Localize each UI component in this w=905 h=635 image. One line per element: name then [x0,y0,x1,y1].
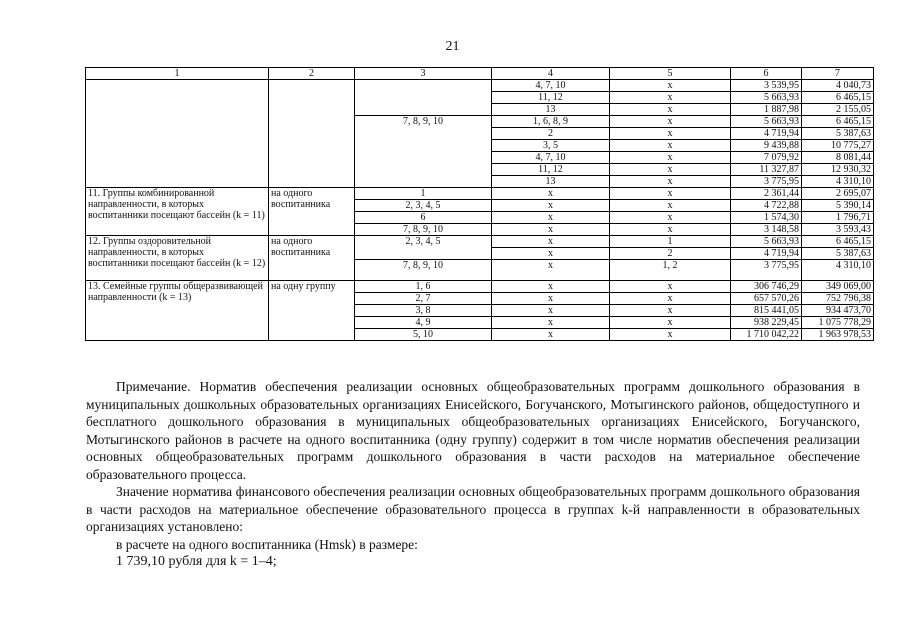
table-cell: 6 465,15 [802,236,874,248]
header-cell: 6 [731,68,802,80]
table-cell: 1 796,71 [802,212,874,224]
table-cell: x [610,293,731,305]
table-cell: 2 695,07 [802,188,874,200]
header-cell: 5 [610,68,731,80]
table-cell: 938 229,45 [731,317,802,329]
table-cell: 815 441,05 [731,305,802,317]
table-cell: 8 081,44 [802,152,874,164]
table-row [86,236,874,248]
page-number: 21 [445,39,460,54]
table-cell: 7 079,92 [731,152,802,164]
per-child-line: в расчете на одного воспитанника (Hmsk) в размере: [116,536,418,552]
table-cell: x [492,200,610,212]
header-cell: 2 [269,68,355,80]
age-code-cell: 2, 3, 4, 5 [355,236,492,260]
age-code-cell: 2, 3, 4, 5 [355,200,492,212]
group-name-cell: 12. Группы оздоровительной направленности, в которых воспитанники посещают бассейн (k = 12) [86,236,269,281]
table-cell: x [610,329,731,341]
table-cell: 657 570,26 [731,293,802,305]
table-cell: 1 710 042,22 [731,329,802,341]
table-cell: 934 473,70 [802,305,874,317]
group-name-cell: 11. Группы комбинированной направленности, в которых воспитанники посещают бассейн (k = 11) [86,188,269,236]
table-cell: 1 574,30 [731,212,802,224]
table-cell: 5 663,93 [731,92,802,104]
table-cell: 2 155,05 [802,104,874,116]
table-cell: 3 148,58 [731,224,802,236]
table-cell: 4 310,10 [802,260,874,281]
table-cell: 1, 6, 8, 9 [492,116,610,128]
table-cell: 13 [492,104,610,116]
table-cell: 4 719,94 [731,128,802,140]
table-cell: 5 663,93 [731,236,802,248]
table-row [86,188,874,200]
table-cell: x [492,188,610,200]
table-cell: 3 539,95 [731,80,802,92]
table-cell: 2 [492,128,610,140]
table-cell: x [610,281,731,293]
rate-line: 1 739,10 рубля для k = 1–4; [116,554,277,569]
group-name-cell: 13. Семейные группы общеразвивающей направленности (k = 13) [86,281,269,341]
unit-cell: на одного воспитанника [269,188,355,236]
table-cell: 306 746,29 [731,281,802,293]
table-cell: 10 775,27 [802,140,874,152]
table-cell: x [610,104,731,116]
table-cell: 4 719,94 [731,248,802,260]
header-cell: 7 [802,68,874,80]
age-code-cell: 1, 6 [355,281,492,293]
table-cell: 752 796,38 [802,293,874,305]
table-cell: 1 963 978,53 [802,329,874,341]
table-cell: x [492,224,610,236]
age-code-cell [355,80,492,116]
table-cell: x [492,293,610,305]
age-code-cell: 1 [355,188,492,200]
table-cell: x [492,329,610,341]
table-cell: 11, 12 [492,164,610,176]
table-cell: x [492,317,610,329]
table-cell: x [610,200,731,212]
age-code-cell: 7, 8, 9, 10 [355,260,492,281]
unit-cell [269,80,355,188]
table-cell: x [610,80,731,92]
table-cell: 9 439,88 [731,140,802,152]
norm-paragraph: Значение норматива финансового обеспечения реализации основных общеобразовательных программ дошкольного образования в части расходов на материальное обеспечение образовательного процесса в группах k-й направленности в образовательных организациях установлено: [86,484,860,534]
table-cell: 4 722,88 [731,200,802,212]
table-cell: 2 361,44 [731,188,802,200]
table-cell: 4, 7, 10 [492,152,610,164]
age-code-cell: 3, 8 [355,305,492,317]
age-code-cell: 5, 10 [355,329,492,341]
table-cell: x [610,164,731,176]
table-cell: x [492,260,610,281]
table-cell: x [610,152,731,164]
table-cell: x [610,140,731,152]
table-cell: x [610,92,731,104]
table-row [86,281,874,293]
table-cell: 4 310,10 [802,176,874,188]
table-cell: 12 930,32 [802,164,874,176]
age-code-cell: 7, 8, 9, 10 [355,116,492,188]
table-cell: 11 327,87 [731,164,802,176]
table-cell: 5 387,63 [802,128,874,140]
header-cell: 1 [86,68,269,80]
table-cell: 1 075 778,29 [802,317,874,329]
table-cell: 1 [610,236,731,248]
age-code-cell: 4, 9 [355,317,492,329]
table-cell: 5 663,93 [731,116,802,128]
note-paragraph: Примечание. Норматив обеспечения реализации основных общеобразовательных программ дошкольного образования в муниципальных дошкольных образовательных организациях Енисейского, Богучанского, Мотыгинского районов, общедоступного и бесплатного дошкольного образования в муниципальных общеобразовательных организациях Енисейского, Богучанского, Мотыгинского районов в расчете на одного воспитанника (одну группу) содержит в том числе норматив обеспечения реализации основных общеобразовательных программ дошкольного образования в части расходов на материальное обеспечение образовательного процесса. [86,379,860,482]
table-header-row [86,68,874,80]
table-cell: 3 775,95 [731,260,802,281]
table-cell: x [492,305,610,317]
table-cell: 6 465,15 [802,92,874,104]
table-cell: 1 887,98 [731,104,802,116]
table-cell: x [492,248,610,260]
table-cell: 4, 7, 10 [492,80,610,92]
table-cell: 3 593,43 [802,224,874,236]
table-cell: 3 775,95 [731,176,802,188]
group-name-cell [86,80,269,188]
table-cell: x [492,236,610,248]
unit-cell: на одного воспитанника [269,236,355,281]
age-code-cell: 6 [355,212,492,224]
table-cell: 349 069,00 [802,281,874,293]
table-cell: x [610,317,731,329]
header-cell: 3 [355,68,492,80]
table-cell: 11, 12 [492,92,610,104]
age-code-cell: 2, 7 [355,293,492,305]
table-cell: x [610,116,731,128]
note-section [86,378,860,571]
unit-cell: на одну группу [269,281,355,341]
header-cell: 4 [492,68,610,80]
table-cell: x [610,128,731,140]
table-cell: x [610,188,731,200]
table-cell: x [492,281,610,293]
age-code-cell: 7, 8, 9, 10 [355,224,492,236]
table-cell: 2 [610,248,731,260]
table-cell: x [610,305,731,317]
table-cell: 5 390,14 [802,200,874,212]
table-cell: x [610,212,731,224]
table-cell: x [492,212,610,224]
norms-table [85,67,874,341]
table-cell: 6 465,15 [802,116,874,128]
table-cell: x [610,176,731,188]
table-cell: 5 387,63 [802,248,874,260]
table-cell: 1, 2 [610,260,731,281]
table-cell: x [610,224,731,236]
table-cell: 13 [492,176,610,188]
table-row [86,80,874,92]
table-cell: 4 040,73 [802,80,874,92]
table-cell: 3, 5 [492,140,610,152]
